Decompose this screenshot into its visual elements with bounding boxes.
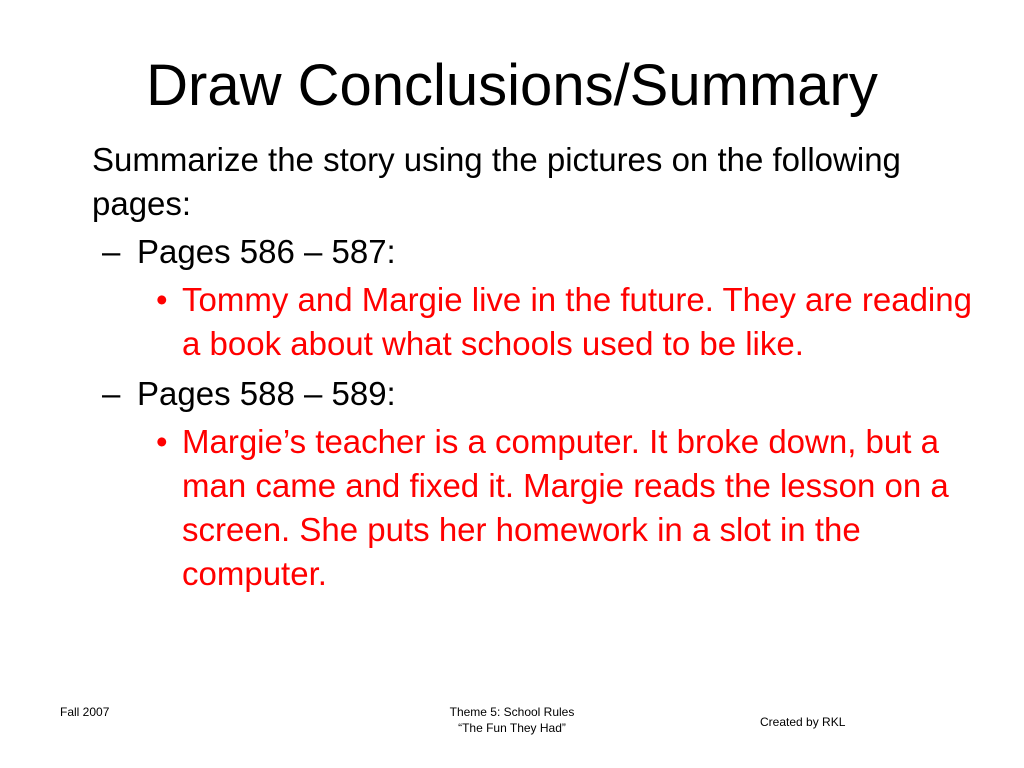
section-heading-label: Pages 586 – 587: [137, 233, 396, 270]
bullet-marker: • [156, 281, 168, 318]
footer-theme-line: Theme 5: School Rules [449, 705, 575, 719]
intro-text: Summarize the story using the pictures on the following pages: [92, 141, 901, 222]
bullet-item [92, 278, 972, 366]
bullet-text: Margie’s teacher is a computer. It broke down, but a man came and fixed it. Margie reads the lesson on a screen. She puts her homework in a slot in the computer. [182, 423, 949, 592]
section-heading-label: Pages 588 – 589: [137, 375, 396, 412]
bullet-item [92, 420, 972, 596]
slide-title: Draw Conclusions/Summary [146, 53, 878, 118]
bullet-text: Tommy and Margie live in the future. They are reading a book about what schools used to be like. [182, 281, 972, 362]
footer-date: Fall 2007 [60, 705, 110, 719]
footer-theme [362, 704, 662, 736]
slide-body [92, 138, 972, 602]
section-heading [92, 372, 972, 416]
section-heading [92, 230, 972, 274]
dash-marker: – [102, 233, 121, 270]
footer-author: Created by RKL [760, 715, 846, 729]
bullet-marker: • [156, 423, 168, 460]
dash-marker: – [102, 375, 121, 412]
footer-story-title: “The Fun They Had” [458, 721, 566, 735]
